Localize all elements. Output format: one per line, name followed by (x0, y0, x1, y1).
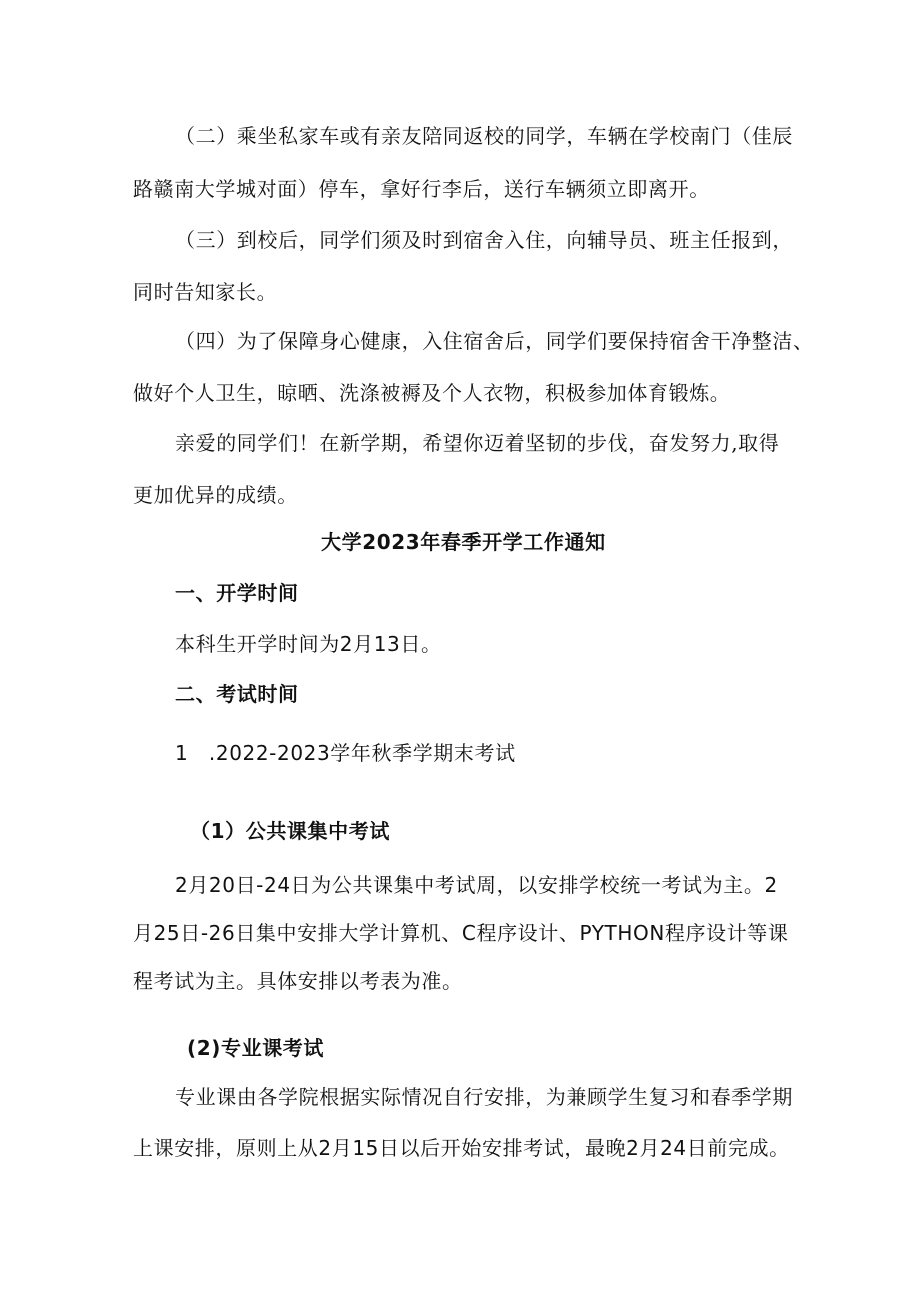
closing-line-1: 亲爱的同学们！在新学期，希望你迈着坚韧的步伐，奋发努力,取得 (175, 431, 780, 455)
section-1-heading: 一、开学时间 (175, 581, 299, 605)
major-course-exam-line-1: 专业课由各学院根据实际情况自行安排，为兼顾学生复习和春季学期 (175, 1085, 793, 1109)
section-1-text: 本科生开学时间为2月13日。 (175, 632, 442, 656)
section-2-heading: 二、考试时间 (175, 682, 299, 706)
closing-line-2: 更加优异的成绩。 (133, 483, 298, 507)
major-course-exam-line-2: 上课安排，原则上从2月15日以后开始安排考试，最晚2月24日前完成。 (133, 1136, 790, 1160)
paragraph-2-line-2: 路赣南大学城对面）停车，拿好行李后，送行车辆须立即离开。 (133, 177, 710, 201)
major-course-exam-heading: (2)专业课考试 (187, 1036, 324, 1060)
public-course-exam-line-1: 2月20日-24日为公共课集中考试周，以安排学校统一考试为主。2 (175, 873, 778, 897)
notice-title: 大学2023年春季开学工作通知 (321, 530, 606, 554)
paragraph-3-line-2: 同时告知家长。 (133, 280, 278, 304)
paragraph-4-line-2: 做好个人卫生，晾晒、洗涤被褥及个人衣物，积极参加体育锻炼。 (133, 381, 731, 405)
public-course-exam-heading: （1）公共课集中考试 (190, 819, 390, 843)
public-course-exam-line-3: 程考试为主。具体安排以考表为准。 (133, 969, 463, 993)
public-course-exam-line-2: 月25日-26日集中安排大学计算机、C程序设计、PYTHON程序设计等课 (133, 921, 789, 945)
paragraph-3-line-1: （三）到校后，同学们须及时到宿舍入住，向辅导员、班主任报到， (175, 228, 793, 252)
paragraph-2-line-1: （二）乘坐私家车或有亲友陪同返校的同学，车辆在学校南门（佳辰 (175, 124, 793, 148)
paragraph-4-line-1: （四）为了保障身心健康，入住宿舍后，同学们要保持宿舍干净整洁、 (175, 329, 814, 353)
exam-item-1: 1 .2022-2023学年秋季学期末考试 (175, 741, 516, 765)
